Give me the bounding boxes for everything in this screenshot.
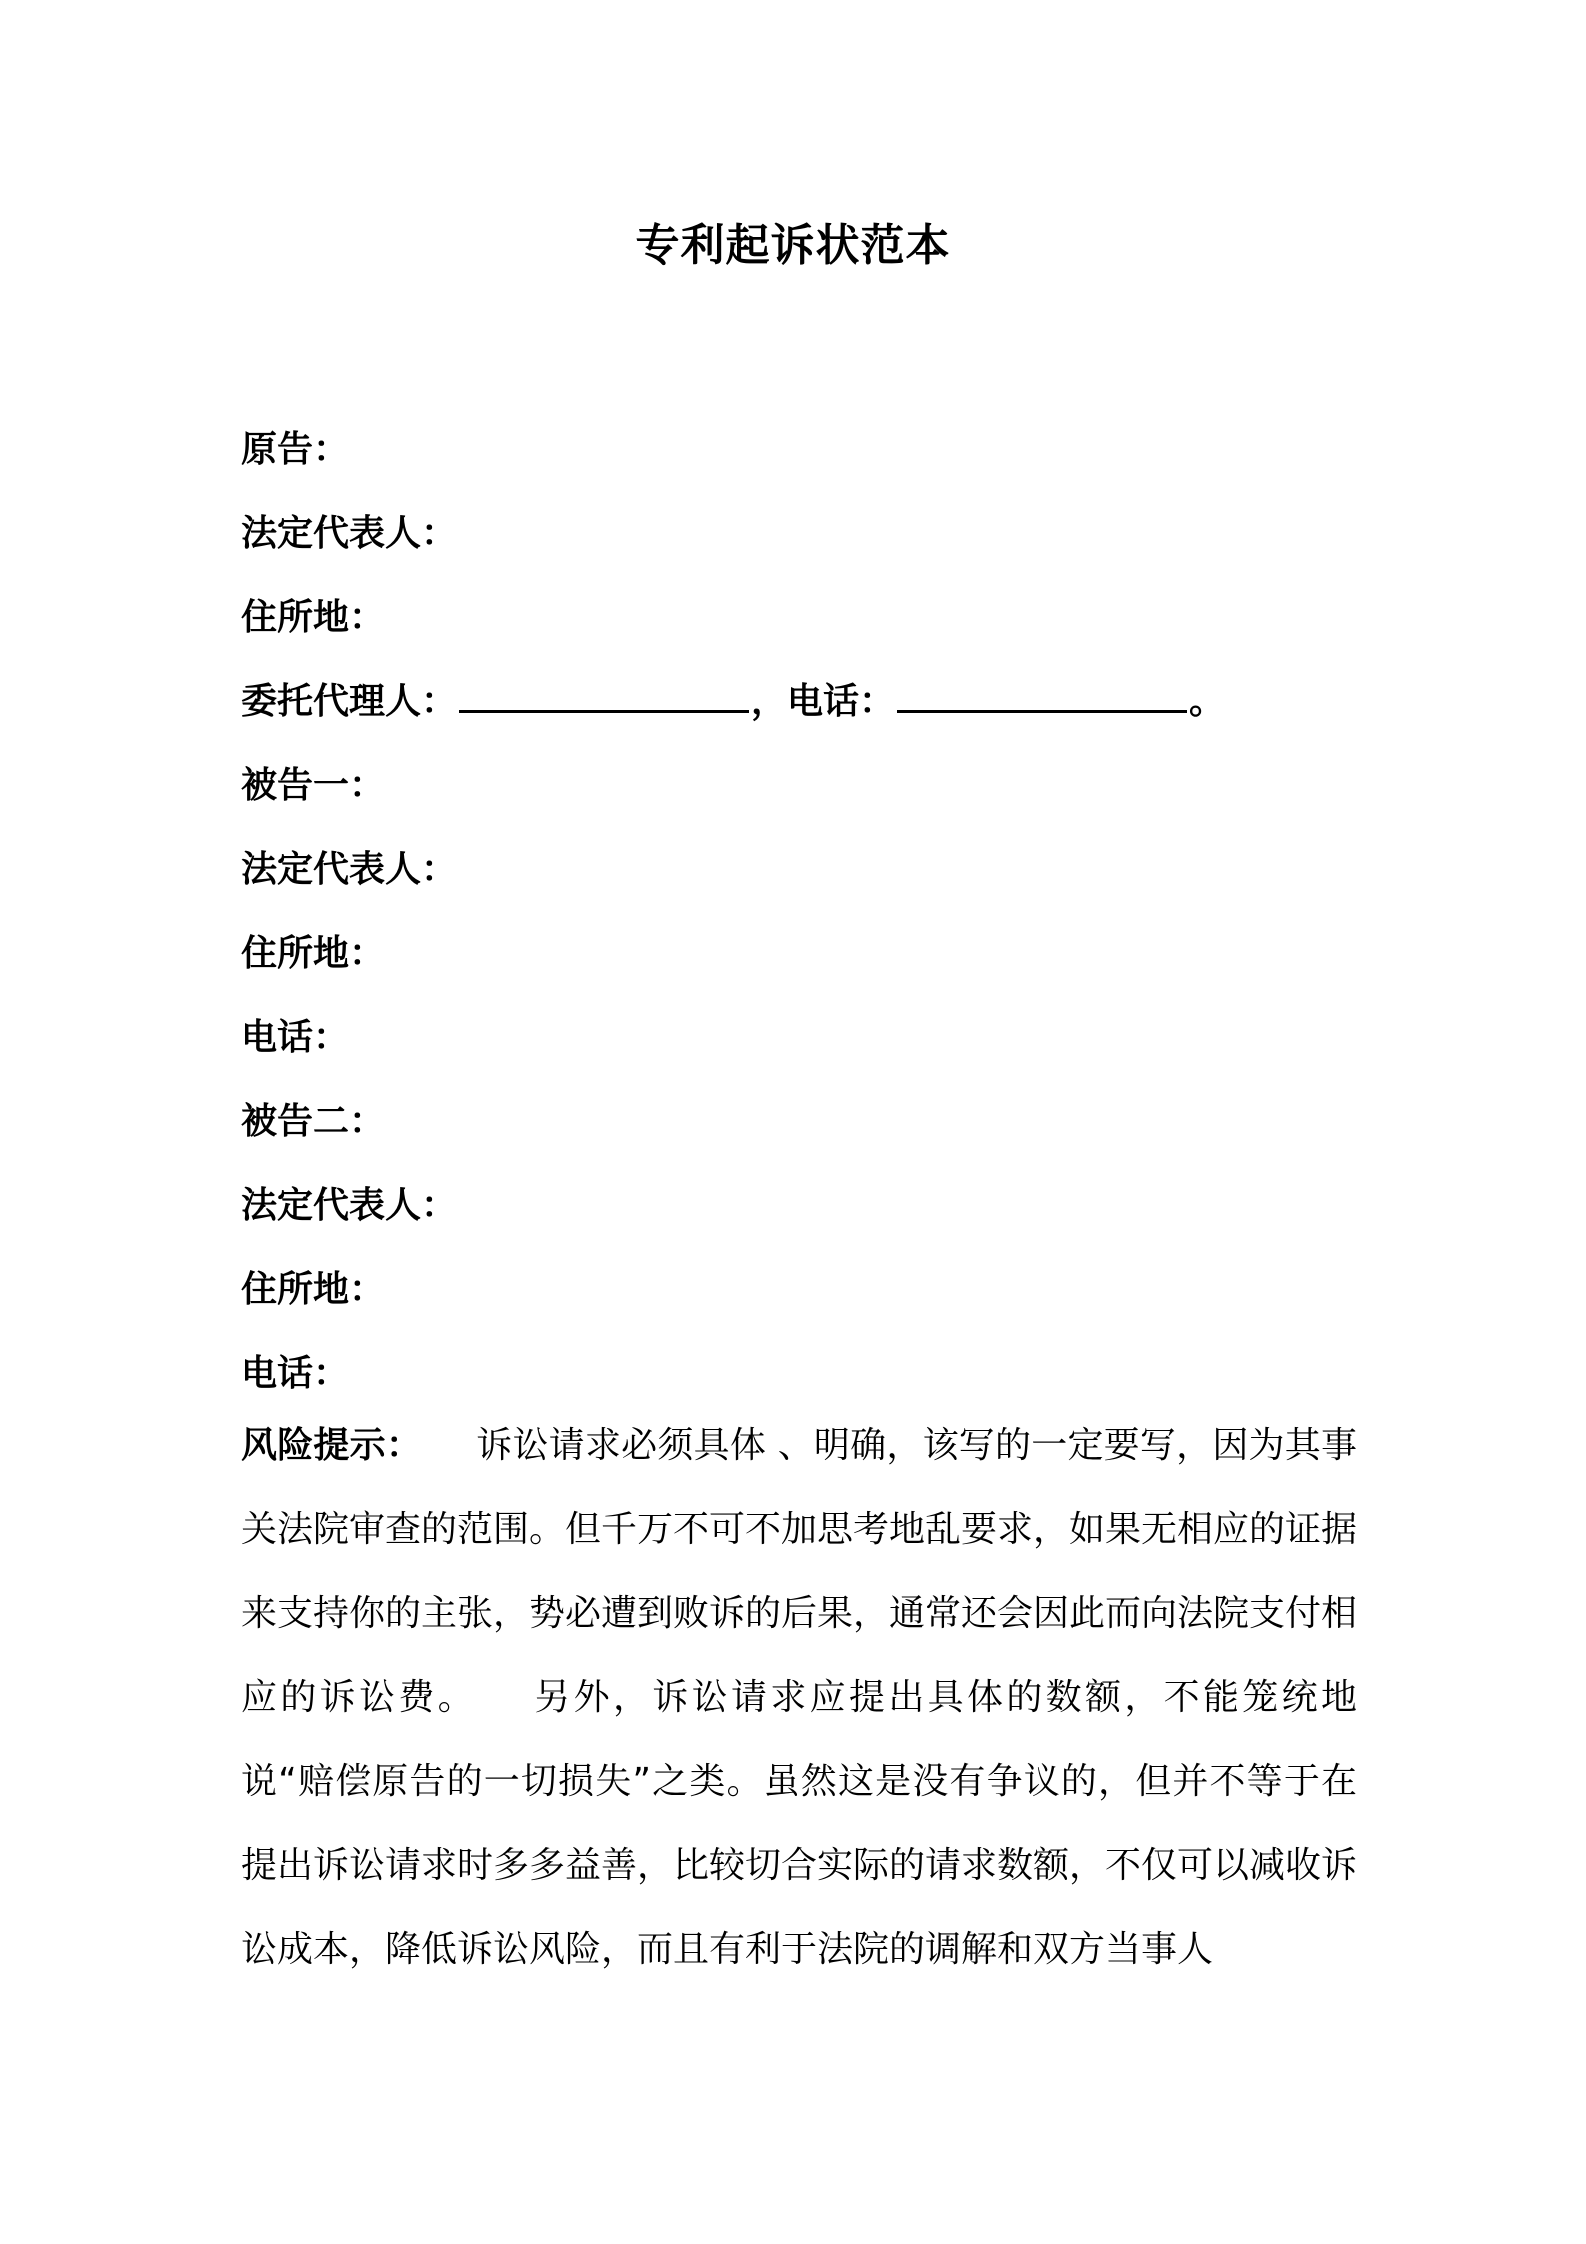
defendant2-field: 被告二： [241, 1101, 386, 1142]
plaintiff-rep-field: 法定代表人： [241, 513, 458, 554]
agent-line-end: 。 [1189, 681, 1226, 722]
agent-blank [459, 686, 749, 713]
agent-phone-label: ，电话： [751, 681, 896, 722]
agent-label: 委托代理人： [241, 681, 458, 722]
document-title: 专利起诉状范本 [635, 220, 951, 271]
defendant1-phone-field: 电话： [241, 1017, 350, 1058]
agent-phone-blank [897, 686, 1187, 713]
defendant2-phone-field: 电话： [241, 1353, 350, 1394]
risk-text-part1: 诉讼请求必须具体 、明确，该写的一定要写，因为其事关法院审查的范围。但千万不可不加思考地乱要求，如果无相应的证据来支持你的主张，势必遭到败诉的后果，通常还会因此而向法院支付相应的诉讼费。 [241, 1425, 1358, 1718]
risk-text-part2: 另外，诉讼请求应提出具体的数额，不能笼统地说“赔偿原告的一切损失”之类。虽然这是没有争议的，但并不等于在提出诉讼请求时多多益善，比较切合实际的请求数额，不仅可以减收诉讼成本，降低诉讼风险，而且有利于法院的调解和双方当事人 [241, 1677, 1358, 1970]
plaintiff-field: 原告： [241, 429, 350, 470]
plaintiff-address-field: 住所地： [241, 597, 386, 638]
defendant1-field: 被告一： [241, 765, 386, 806]
risk-notice [241, 1404, 1357, 1992]
defendant2-rep-field: 法定代表人： [241, 1185, 458, 1226]
risk-label: 风险提示： [241, 1425, 423, 1466]
defendant1-rep-field: 法定代表人： [241, 849, 458, 890]
defendant2-address-field: 住所地： [241, 1269, 386, 1310]
party-fields [241, 408, 1361, 1416]
defendant1-address-field: 住所地： [241, 933, 386, 974]
agent-line [241, 660, 1361, 744]
